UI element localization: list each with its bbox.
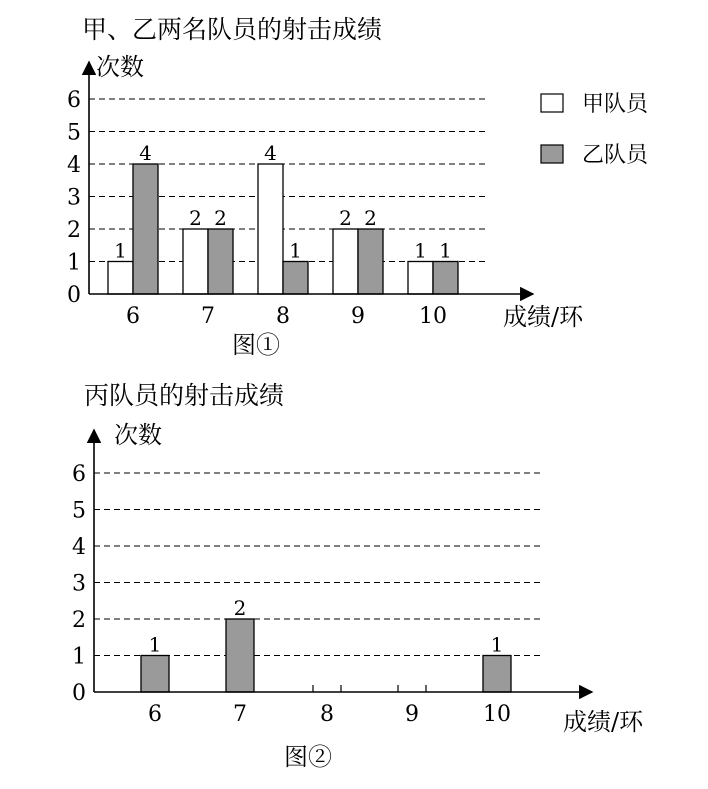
- chart-2-x-tick-labels: [148, 702, 511, 727]
- x-tick-10: 10: [483, 702, 511, 727]
- bar-bing-7: [226, 619, 254, 692]
- y-tick-1: 1: [67, 250, 81, 276]
- chart-2-ylabel: 次数: [114, 421, 162, 449]
- bar-bing-10: [483, 656, 511, 693]
- x-tick-7: 7: [233, 702, 247, 727]
- data-label-yi-8: 1: [289, 238, 302, 263]
- legend-item-yi: [541, 143, 650, 168]
- bar-jia-9: [333, 229, 358, 294]
- chart-1: [67, 15, 650, 359]
- data-label-yi-7: 2: [214, 206, 227, 230]
- legend-swatch-yi: [541, 145, 563, 163]
- legend-item-jia: [541, 92, 650, 117]
- chart-1-x-tick-labels: [126, 304, 447, 329]
- chart-2-caption: 图②: [284, 743, 332, 771]
- y-tick-4: 4: [67, 153, 81, 178]
- chart-1-title: 甲、乙两名队员的射击成绩: [82, 15, 383, 44]
- data-label-yi-9: 2: [364, 206, 377, 230]
- y-tick-1: 1: [72, 644, 86, 670]
- bar-jia-7: [183, 229, 208, 294]
- x-tick-9: 9: [351, 304, 365, 329]
- data-label-jia-10: 1: [414, 238, 427, 263]
- data-label-yi-6: 4: [139, 141, 152, 165]
- chart-1-ylabel: 次数: [96, 53, 144, 81]
- legend-label-yi: 乙队员: [582, 143, 649, 168]
- bar-yi-10: [433, 262, 458, 295]
- x-tick-7: 7: [201, 304, 215, 329]
- y-tick-0: 0: [67, 283, 81, 308]
- legend-label-jia: 甲队员: [582, 92, 649, 117]
- chart-2-y-tick-labels: [72, 462, 86, 706]
- chart-1-legend: [541, 92, 650, 168]
- chart-2-xlabel: 成绩/环: [563, 708, 644, 736]
- chart-2-gridlines: [94, 473, 543, 656]
- y-tick-2: 2: [72, 608, 86, 633]
- y-tick-0: 0: [72, 681, 86, 706]
- bar-yi-9: [358, 229, 383, 294]
- y-tick-2: 2: [67, 218, 81, 243]
- bar-bing-6: [141, 656, 169, 693]
- chart-2-data-labels: [149, 596, 504, 657]
- x-tick-8: 8: [320, 702, 334, 727]
- data-label-bing-6: 1: [148, 632, 162, 657]
- chart-2-empty-category-ticks: [313, 685, 426, 692]
- bar-yi-8: [283, 262, 308, 295]
- chart-1-xlabel: 成绩/环: [503, 303, 584, 331]
- x-tick-6: 6: [126, 304, 140, 329]
- x-tick-10: 10: [419, 304, 447, 329]
- x-tick-8: 8: [276, 304, 290, 329]
- x-tick-9: 9: [405, 702, 419, 727]
- bar-jia-6: [108, 262, 133, 295]
- chart-1-y-tick-labels: [67, 88, 81, 308]
- bar-yi-6: [133, 164, 158, 294]
- y-tick-6: 6: [67, 88, 81, 113]
- y-tick-5: 5: [67, 120, 81, 146]
- chart-2-title: 丙队员的射击成绩: [84, 381, 285, 410]
- chart-1-caption: 图①: [232, 331, 280, 359]
- y-tick-4: 4: [72, 535, 86, 560]
- bar-jia-8: [258, 164, 283, 294]
- bar-yi-7: [208, 229, 233, 294]
- data-label-yi-10: 1: [439, 238, 452, 263]
- y-tick-6: 6: [72, 462, 86, 487]
- data-label-bing-10: 1: [490, 632, 504, 657]
- data-label-jia-6: 1: [114, 238, 127, 263]
- legend-swatch-jia: [541, 94, 563, 112]
- data-label-bing-7: 2: [233, 596, 247, 620]
- y-tick-3: 3: [67, 185, 81, 211]
- data-label-jia-8: 4: [264, 141, 277, 165]
- y-tick-5: 5: [72, 498, 86, 524]
- data-label-jia-7: 2: [189, 206, 202, 230]
- bar-jia-10: [408, 262, 433, 295]
- y-tick-3: 3: [72, 571, 86, 597]
- data-label-jia-9: 2: [339, 206, 352, 230]
- x-tick-6: 6: [148, 702, 162, 727]
- chart-2: [72, 381, 644, 771]
